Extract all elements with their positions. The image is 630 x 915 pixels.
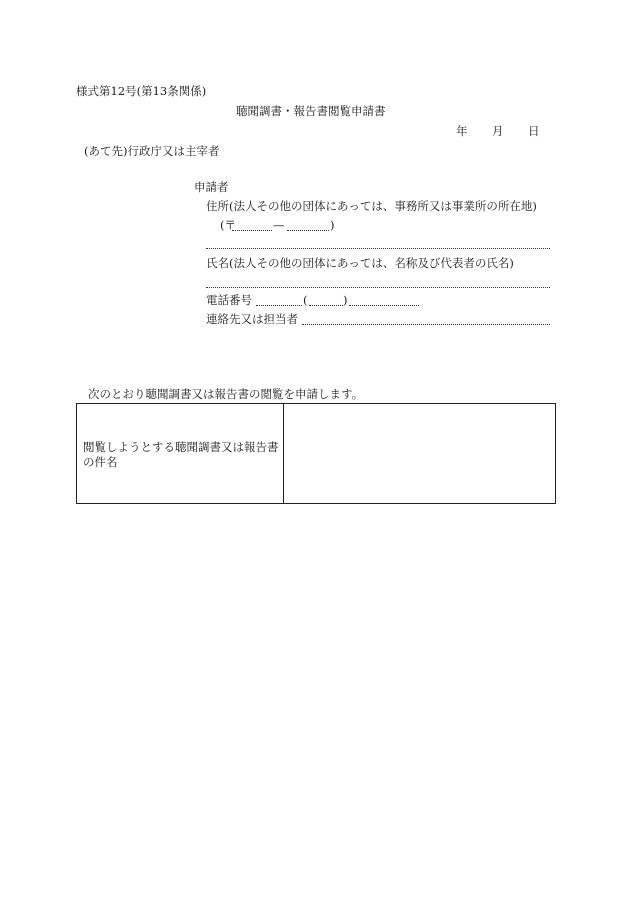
address-label: 住所(法人その他の団体にあっては、事務所又は事業所の所在地) bbox=[206, 199, 537, 213]
postal-dash: — bbox=[273, 218, 285, 232]
date-year-label: 年 bbox=[456, 124, 468, 138]
subject-label: 閲覧しようとする聴聞調書又は報告書の件名 bbox=[83, 440, 279, 469]
name-field[interactable] bbox=[206, 287, 550, 288]
applicant-heading: 申請者 bbox=[194, 180, 229, 194]
phone-area-field[interactable] bbox=[256, 305, 302, 306]
subject-field[interactable] bbox=[284, 404, 555, 503]
application-table bbox=[76, 403, 556, 504]
name-label: 氏名(法人その他の団体にあっては、名称及び代表者の氏名) bbox=[206, 256, 514, 270]
phone-open: ( bbox=[303, 293, 308, 307]
date-month-label: 月 bbox=[492, 124, 504, 138]
phone-label: 電話番号 bbox=[206, 293, 252, 307]
page-title: 聴聞調書・報告書閲覧申請書 bbox=[236, 104, 386, 118]
postal-code-field-2[interactable] bbox=[287, 230, 329, 231]
contact-field[interactable] bbox=[302, 324, 550, 325]
date-day-label: 日 bbox=[528, 124, 540, 138]
phone-close: ) bbox=[343, 293, 348, 307]
addressee: (あて先)行政庁又は主宰者 bbox=[84, 144, 220, 158]
address-field[interactable] bbox=[206, 248, 550, 249]
postal-code-field-1[interactable] bbox=[232, 230, 272, 231]
form-number: 様式第12号(第13条関係) bbox=[76, 84, 207, 98]
contact-label: 連絡先又は担当者 bbox=[206, 312, 298, 326]
postal-close: ) bbox=[330, 218, 335, 232]
phone-exchange-field[interactable] bbox=[309, 305, 343, 306]
postal-open: (〒 bbox=[220, 218, 236, 232]
statement-text: 次のとおり聴聞調書又は報告書の閲覧を申請します。 bbox=[88, 387, 364, 401]
phone-number-field[interactable] bbox=[349, 305, 419, 306]
